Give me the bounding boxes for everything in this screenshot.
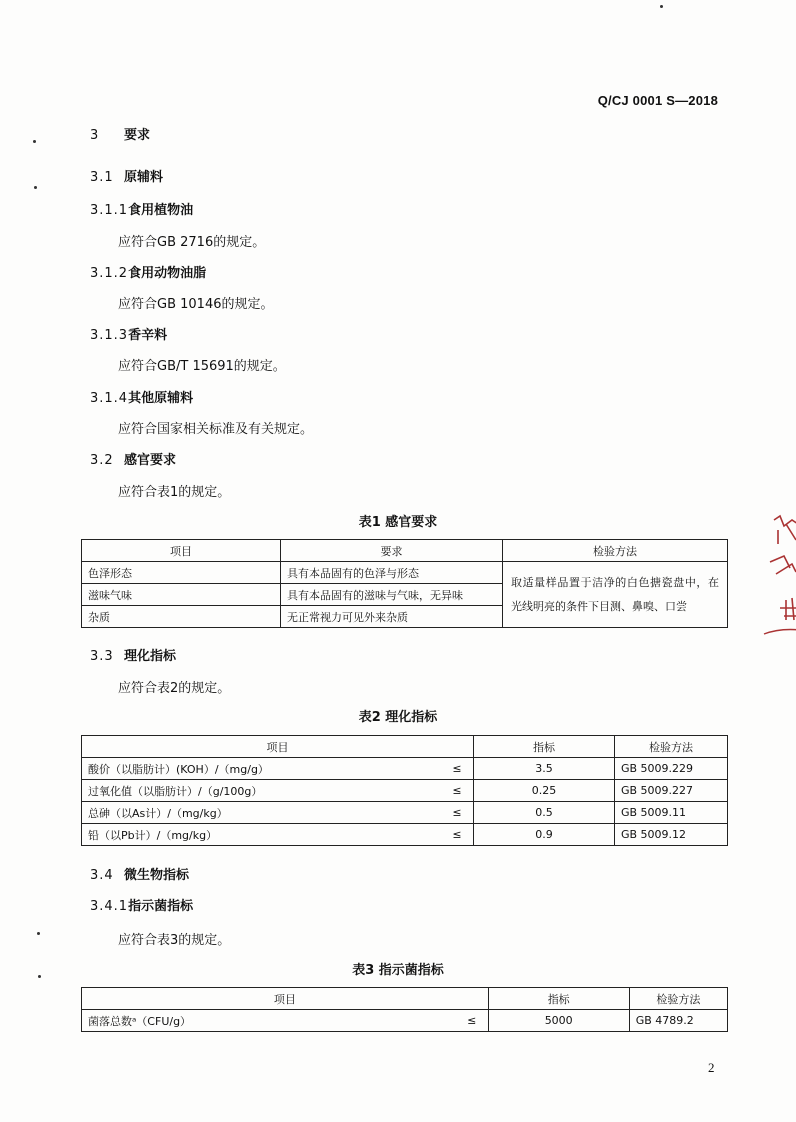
section-3-4-1-text: 应符合表3的规定。 <box>118 933 231 948</box>
table-cell: 无正常视力可见外来杂质 <box>281 606 503 628</box>
table-cell: GB 5009.229 <box>614 758 727 780</box>
table-row <box>82 1010 728 1032</box>
section-number: 3.1.2 <box>90 266 129 281</box>
table-header-cell: 项目 <box>82 736 474 758</box>
table-cell: GB 5009.12 <box>614 824 727 846</box>
table-cell: 菌落总数ᵃ（CFU/g） <box>82 1010 456 1032</box>
table-header-row <box>82 736 728 758</box>
page-number: 2 <box>708 1060 715 1075</box>
section-3-heading <box>90 124 150 143</box>
section-number: 3.2 <box>90 453 114 468</box>
scan-mark <box>33 140 36 143</box>
section-3-3-heading <box>90 645 176 664</box>
table-header-cell: 要求 <box>281 540 503 562</box>
section-3-1-3-heading <box>90 324 167 343</box>
table-header-cell: 项目 <box>82 540 281 562</box>
table-row <box>82 562 728 584</box>
table2-caption: 表2 理化指标 <box>358 710 438 725</box>
table-cell-operator: ≤ <box>441 780 474 802</box>
section-3-4-1-heading <box>90 895 193 914</box>
section-title: 香辛料 <box>128 328 168 343</box>
table-cell-operator: ≤ <box>441 802 474 824</box>
section-3-1-4-heading <box>90 387 193 406</box>
table-cell-operator: ≤ <box>441 824 474 846</box>
section-title: 要求 <box>124 128 151 143</box>
table-cell: 杂质 <box>82 606 281 628</box>
section-number: 3.1.1 <box>90 203 129 218</box>
section-number: 3 <box>90 128 100 143</box>
section-number: 3.4.1 <box>90 899 129 914</box>
table-cell-method: 取适量样品置于洁净的白色搪瓷盘中，在光线明亮的条件下目测、鼻嗅、口尝 <box>503 562 728 628</box>
table-cell: 0.5 <box>473 802 614 824</box>
section-title: 感官要求 <box>124 453 177 468</box>
table-header-row <box>82 540 728 562</box>
section-title: 食用植物油 <box>128 203 194 218</box>
table-cell: GB 5009.227 <box>614 780 727 802</box>
section-3-1-2-heading <box>90 262 206 281</box>
section-3-1-1-heading <box>90 199 193 218</box>
table-cell: 总砷（以As计）/（mg/kg） <box>82 802 441 824</box>
table-cell: 5000 <box>488 1010 629 1032</box>
section-number: 3.4 <box>90 868 114 883</box>
section-3-1-1-text: 应符合GB 2716的规定。 <box>118 235 266 250</box>
table-row <box>82 758 728 780</box>
table-cell: 具有本品固有的色泽与形态 <box>281 562 503 584</box>
section-title: 原辅料 <box>124 170 164 185</box>
table-cell: 0.9 <box>473 824 614 846</box>
section-3-2-text: 应符合表1的规定。 <box>118 485 231 500</box>
table-header-cell: 指标 <box>473 736 614 758</box>
section-number: 3.1.4 <box>90 391 129 406</box>
section-3-1-3-text: 应符合GB/T 15691的规定。 <box>118 359 286 374</box>
section-number: 3.3 <box>90 649 114 664</box>
table3-caption: 表3 指示菌指标 <box>352 963 444 978</box>
section-3-4-heading <box>90 864 189 883</box>
table-row <box>82 780 728 802</box>
table1-caption: 表1 感官要求 <box>358 515 438 530</box>
table-cell: 过氧化值（以脂肪计）/（g/100g） <box>82 780 441 802</box>
section-3-1-2-text: 应符合GB 10146的规定。 <box>118 297 274 312</box>
table-cell: GB 5009.11 <box>614 802 727 824</box>
table-row <box>82 802 728 824</box>
section-title: 其他原辅料 <box>128 391 194 406</box>
table-cell: 铅（以Pb计）/（mg/kg） <box>82 824 441 846</box>
table-cell: 具有本品固有的滋味与气味，无异味 <box>281 584 503 606</box>
table-header-cell: 检验方法 <box>629 988 727 1010</box>
table-row <box>82 824 728 846</box>
table-cell: 滋味气味 <box>82 584 281 606</box>
table-header-cell: 项目 <box>82 988 489 1010</box>
section-title: 理化指标 <box>124 649 177 664</box>
table-cell: 0.25 <box>473 780 614 802</box>
section-number: 3.1.3 <box>90 328 129 343</box>
section-3-3-text: 应符合表2的规定。 <box>118 681 231 696</box>
section-title: 微生物指标 <box>124 868 190 883</box>
table1 <box>81 539 728 628</box>
table-cell-operator: ≤ <box>441 758 474 780</box>
table-cell: 3.5 <box>473 758 614 780</box>
table-cell: 酸价（以脂肪计）(KOH）/（mg/g） <box>82 758 441 780</box>
section-3-1-4-text: 应符合国家相关标准及有关规定。 <box>118 422 314 437</box>
scan-mark <box>34 186 37 189</box>
table-header-cell: 指标 <box>488 988 629 1010</box>
seal-stamp-image <box>760 500 796 640</box>
table-cell: 色泽形态 <box>82 562 281 584</box>
table-cell: GB 4789.2 <box>629 1010 727 1032</box>
table3 <box>81 987 728 1032</box>
section-3-2-heading <box>90 449 176 468</box>
section-title: 指示菌指标 <box>128 899 194 914</box>
table-header-cell: 检验方法 <box>503 540 728 562</box>
section-title: 食用动物油脂 <box>128 266 207 281</box>
table2 <box>81 735 728 846</box>
section-3-1-heading <box>90 166 163 185</box>
table-header-row <box>82 988 728 1010</box>
table-cell-operator: ≤ <box>456 1010 489 1032</box>
scan-mark <box>660 5 663 8</box>
section-number: 3.1 <box>90 170 114 185</box>
table-header-cell: 检验方法 <box>614 736 727 758</box>
scan-mark <box>37 932 40 935</box>
document-code: Q/CJ 0001 S—2018 <box>597 93 718 108</box>
